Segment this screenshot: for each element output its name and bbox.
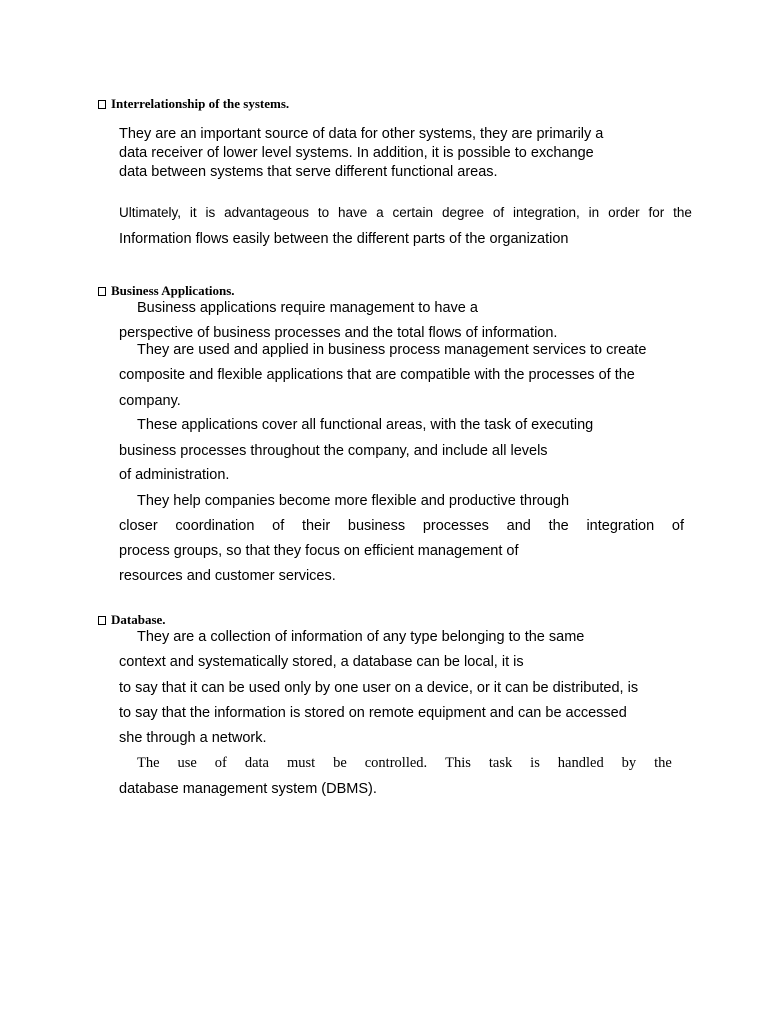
word: of bbox=[214, 755, 227, 771]
word: degree bbox=[441, 205, 484, 220]
word: in bbox=[588, 205, 600, 220]
bullet-box-icon bbox=[98, 100, 106, 109]
word: the bbox=[548, 518, 569, 534]
paragraph-line: context and systematically stored, a database can be local, it is bbox=[119, 654, 524, 670]
paragraph-line: database management system (DBMS). bbox=[119, 781, 377, 797]
word: task bbox=[488, 755, 513, 771]
word: business bbox=[347, 518, 406, 534]
word: have bbox=[337, 205, 368, 220]
word: controlled. bbox=[364, 755, 428, 771]
word: it bbox=[189, 205, 197, 220]
paragraph-line-justified bbox=[137, 754, 672, 772]
section-heading-database: Database. bbox=[98, 612, 166, 628]
word: processes bbox=[422, 518, 489, 534]
paragraph-line: They are used and applied in business process management services to create bbox=[137, 342, 647, 358]
paragraph-line: data receiver of lower level systems. In addition, it is possible to exchange bbox=[119, 145, 594, 161]
word: by bbox=[621, 755, 637, 771]
paragraph-line-justified bbox=[119, 517, 684, 535]
word: integration bbox=[586, 518, 655, 534]
paragraph-line: business processes throughout the company, and include all levels bbox=[119, 443, 548, 459]
word: is bbox=[530, 755, 540, 771]
paragraph-line: to say that it can be used only by one user on a device, or it can be distributed, is bbox=[119, 680, 639, 696]
paragraph-line: Information flows easily between the different parts of the organization bbox=[119, 231, 569, 247]
paragraph-line-justified bbox=[119, 204, 692, 222]
word: integration, bbox=[513, 205, 580, 220]
paragraph-line: Business applications require management to have a bbox=[137, 300, 478, 316]
word: advantageous bbox=[224, 205, 309, 220]
section-heading-interrelationship: Interrelationship of the systems. bbox=[98, 96, 289, 112]
paragraph-line: data between systems that serve different functional areas. bbox=[119, 164, 498, 180]
paragraph-line: These applications cover all functional areas, with the task of executing bbox=[137, 417, 594, 433]
bullet-box-icon bbox=[98, 287, 106, 296]
word: use bbox=[177, 755, 197, 771]
word: The bbox=[137, 755, 160, 771]
paragraph-line: perspective of business processes and the total flows of information. bbox=[119, 325, 558, 341]
word: a bbox=[376, 205, 384, 220]
word: and bbox=[506, 518, 531, 534]
word: certain bbox=[392, 205, 434, 220]
bullet-box-icon bbox=[98, 616, 106, 625]
word: data bbox=[244, 755, 269, 771]
word: Ultimately, bbox=[119, 205, 182, 220]
paragraph-line: she through a network. bbox=[119, 730, 267, 746]
paragraph-line: process groups, so that they focus on efficient management of bbox=[119, 543, 519, 559]
paragraph-line: of administration. bbox=[119, 467, 230, 483]
word: coordination bbox=[175, 518, 255, 534]
word: of bbox=[272, 518, 285, 534]
word: their bbox=[301, 518, 331, 534]
word: must bbox=[286, 755, 316, 771]
paragraph-line: They are an important source of data for other systems, they are primarily a bbox=[119, 126, 604, 142]
word: This bbox=[445, 755, 471, 771]
word: handled bbox=[557, 755, 604, 771]
word: to bbox=[317, 205, 330, 220]
word: closer bbox=[119, 518, 158, 534]
paragraph-line: They help companies become more flexible and productive through bbox=[137, 493, 570, 509]
paragraph-line: to say that the information is stored on remote equipment and can be accessed bbox=[119, 705, 627, 721]
word: of bbox=[492, 205, 505, 220]
paragraph-line: composite and flexible applications that are compatible with the processes of the bbox=[119, 367, 635, 383]
section-heading-business-applications: Business Applications. bbox=[98, 283, 235, 299]
word: is bbox=[205, 205, 216, 220]
word: for bbox=[648, 205, 665, 220]
word: order bbox=[608, 205, 640, 220]
paragraph-line: They are a collection of information of any type belonging to the same bbox=[137, 629, 585, 645]
word: the bbox=[673, 205, 692, 220]
word: the bbox=[654, 755, 672, 771]
paragraph-line: resources and customer services. bbox=[119, 568, 336, 584]
word: of bbox=[671, 518, 684, 534]
paragraph-line: company. bbox=[119, 393, 181, 409]
word: be bbox=[333, 755, 347, 771]
